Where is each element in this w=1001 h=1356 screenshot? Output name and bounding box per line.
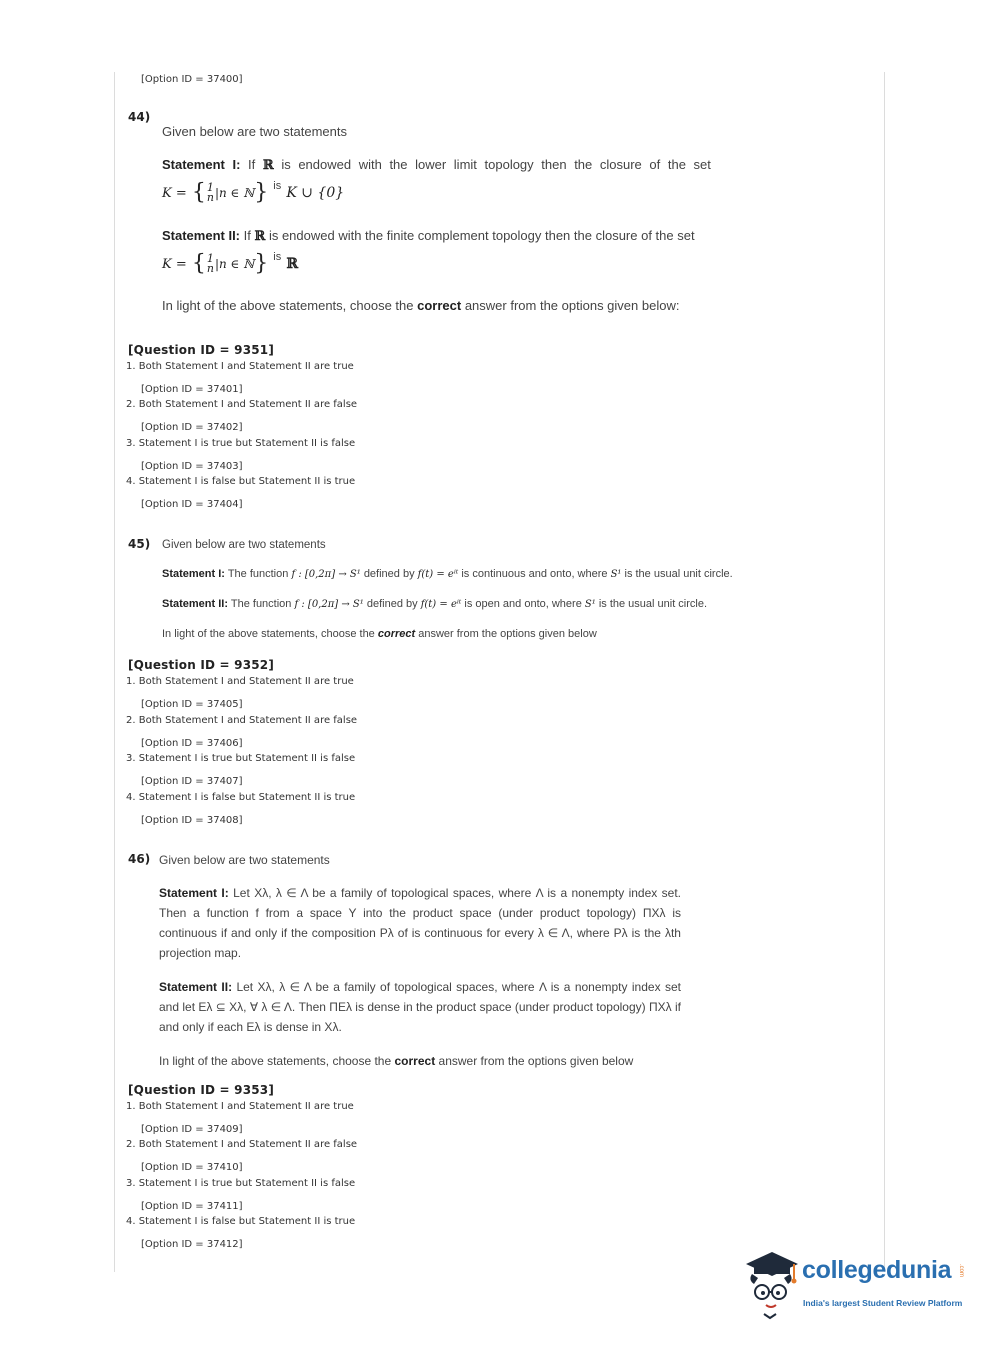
statement-label: Statement II: bbox=[162, 228, 241, 243]
question-id: [Question ID = 9353] bbox=[128, 1083, 275, 1097]
question-prompt: In light of the above statements, choose the correct answer from the options given below bbox=[159, 1054, 634, 1068]
statement-1: Statement I: The function f : [0,2π] → S¹ defined by f(t) = eⁱᵗ is continuous and onto, where S¹ is the usual unit circle. bbox=[162, 568, 733, 580]
question-intro: Given below are two statements bbox=[162, 124, 347, 139]
option-id: [Option ID = 37406] bbox=[141, 738, 243, 749]
question-number: 46) bbox=[128, 852, 151, 866]
option-text[interactable]: 3. Statement I is true but Statement II is false bbox=[126, 1178, 356, 1189]
question-prompt: In light of the above statements, choose the correct answer from the options given below: bbox=[162, 298, 680, 313]
statement-1: Statement I: Let Xλ, λ ∈ Λ be a family of topological spaces, where Λ is a nonempty index set. Then a function f from a space Y into the product space (under product topology) ΠXλ is continuous if and only if the composition Pλ of is continuous for every λ ∈ Λ, where Pλ is the λth projection map. bbox=[159, 886, 681, 960]
statement-label: Statement II: bbox=[159, 980, 233, 994]
question-id: [Question ID = 9352] bbox=[128, 658, 275, 672]
option-text[interactable]: 4. Statement I is false but Statement II is true bbox=[126, 1216, 356, 1227]
statement-label: Statement II: bbox=[162, 598, 229, 610]
option-id: [Option ID = 37408] bbox=[141, 815, 243, 826]
option-text[interactable]: 2. Both Statement I and Statement II are false bbox=[126, 1139, 358, 1150]
question-intro: Given below are two statements bbox=[159, 853, 330, 867]
option-text[interactable]: 1. Both Statement I and Statement II are true bbox=[126, 676, 354, 687]
statement-label: Statement I: bbox=[159, 886, 229, 900]
question-id: [Question ID = 9351] bbox=[128, 343, 275, 357]
option-id: [Option ID = 37410] bbox=[141, 1162, 243, 1173]
option-id: [Option ID = 37404] bbox=[141, 499, 243, 510]
option-id: [Option ID = 37400] bbox=[141, 74, 243, 85]
logo-wordmark: collegedunia bbox=[802, 1256, 952, 1284]
option-id: [Option ID = 37401] bbox=[141, 384, 243, 395]
statement-2: Statement II: If ℝ is endowed with the finite complement topology then the closure of the set bbox=[162, 228, 695, 244]
option-id: [Option ID = 37403] bbox=[141, 461, 243, 472]
statement-label: Statement I: bbox=[162, 157, 241, 172]
statement-2: Statement II: Let Xλ, λ ∈ Λ be a family of topological spaces, where Λ is a nonempty index set and let Eλ ⊆ Xλ, ∀ λ ∈ Λ. Then ΠEλ is dense in the product space (under product topology) ΠXλ if and only if each Eλ is dense in Xλ. bbox=[159, 980, 681, 1034]
option-text[interactable]: 1. Both Statement I and Statement II are true bbox=[126, 361, 354, 372]
option-id: [Option ID = 37402] bbox=[141, 422, 243, 433]
option-id: [Option ID = 37409] bbox=[141, 1124, 243, 1135]
statement-1: Statement I: If ℝ is endowed with the lower limit topology then the closure of the set bbox=[162, 157, 711, 173]
option-text[interactable]: 3. Statement I is true but Statement II is false bbox=[126, 753, 356, 764]
statement-1-set: K = {1 n|n ∈ ℕ} $^{is}$ K ∪ {0} bbox=[162, 180, 345, 205]
statement-2-set: K = {1 n|n ∈ ℕ} $^{is}$ ℝ bbox=[162, 251, 298, 276]
option-text[interactable]: 2. Both Statement I and Statement II are false bbox=[126, 399, 358, 410]
statement-2: Statement II: The function f : [0,2π] → S¹ defined by f(t) = eⁱᵗ is open and onto, where S¹ is the usual unit circle. bbox=[162, 598, 708, 610]
option-text[interactable]: 2. Both Statement I and Statement II are false bbox=[126, 715, 358, 726]
option-id: [Option ID = 37407] bbox=[141, 776, 243, 787]
reals-symbol: ℝ bbox=[262, 158, 274, 173]
option-text[interactable]: 3. Statement I is true but Statement II is false bbox=[126, 438, 356, 449]
option-id: [Option ID = 37411] bbox=[141, 1201, 243, 1212]
right-margin-rule bbox=[884, 72, 885, 1272]
option-text[interactable]: 4. Statement I is false but Statement II is true bbox=[126, 792, 356, 803]
question-intro: Given below are two statements bbox=[162, 539, 326, 551]
mascot-icon bbox=[742, 1250, 800, 1320]
option-id: [Option ID = 37412] bbox=[141, 1239, 243, 1250]
left-margin-rule bbox=[114, 72, 115, 1272]
option-text[interactable]: 4. Statement I is false but Statement II is true bbox=[126, 476, 356, 487]
question-number: 44) bbox=[128, 110, 151, 124]
reals-symbol: ℝ bbox=[254, 229, 266, 244]
question-prompt: In light of the above statements, choose the correct answer from the options given below bbox=[162, 628, 597, 640]
logo-tagline: India's largest Student Review Platform bbox=[803, 1298, 963, 1308]
statement-label: Statement I: bbox=[162, 568, 225, 580]
option-text[interactable]: 1. Both Statement I and Statement II are true bbox=[126, 1101, 354, 1112]
logo-dotcom: .com bbox=[958, 1264, 964, 1278]
collegedunia-logo[interactable] bbox=[742, 1250, 972, 1320]
option-id: [Option ID = 37405] bbox=[141, 699, 243, 710]
question-number: 45) bbox=[128, 537, 151, 551]
